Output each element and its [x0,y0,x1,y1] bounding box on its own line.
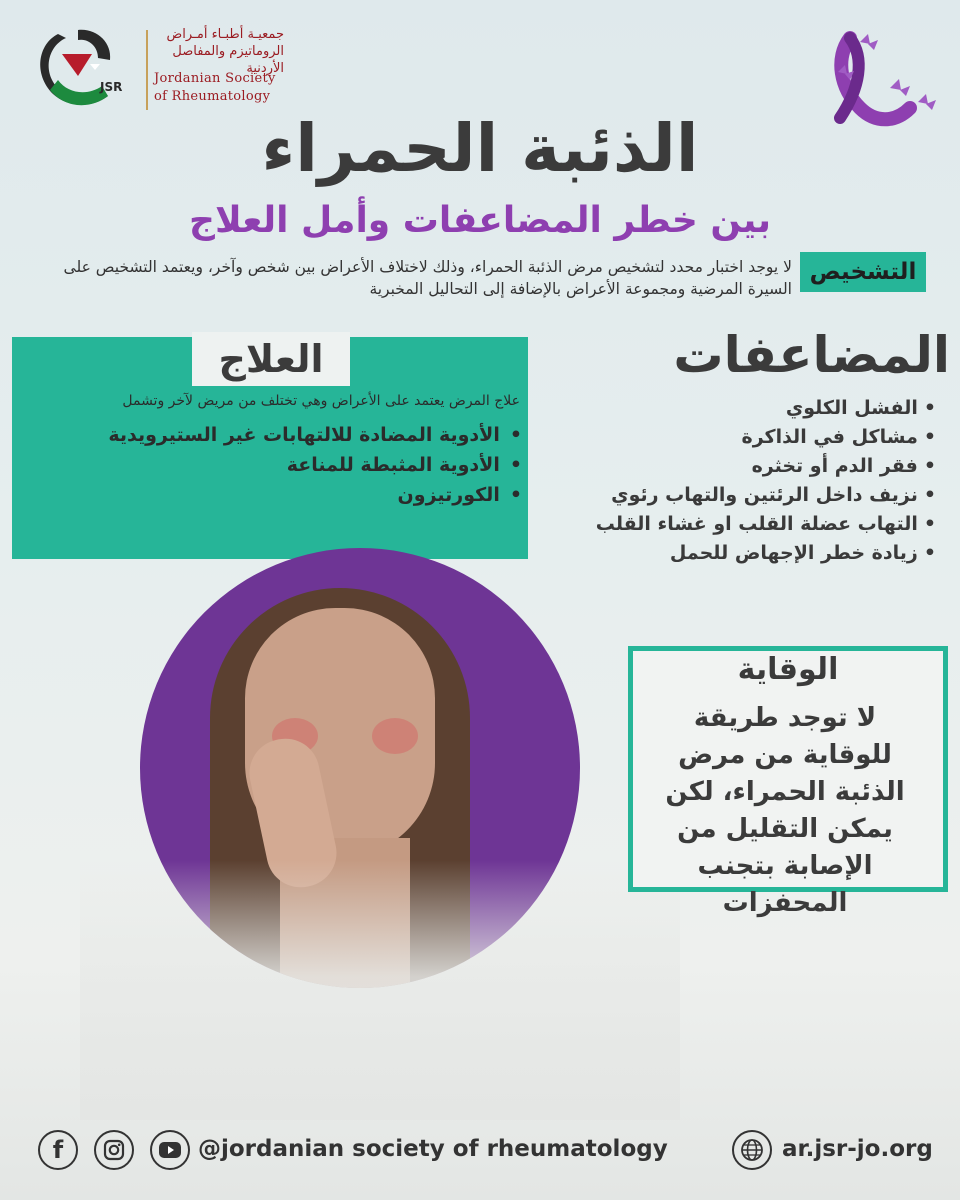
logo-arabic-line1: جمعيـة أطبـاء أمـراض [166,27,284,42]
social-handle[interactable]: @jordanian society of rheumatology [198,1136,668,1162]
facebook-icon[interactable]: f [38,1130,78,1170]
complication-item: • مشاكل في الذاكرة [560,423,936,452]
complication-item: • فقر الدم أو تخثره [560,452,936,481]
complications-list [560,394,936,568]
jsr-logo [28,24,284,114]
complication-item: • نزيف داخل الرئتين والتهاب رئوي [560,481,936,510]
photo-fade [80,860,680,1120]
prevention-text: لا توجد طريقة للوقاية من مرض الذئبة الحمراء، لكن يمكن التقليل من الإصابة بتجنب المحفزات [665,703,905,918]
diagnosis-label: التشخيص [800,252,926,292]
youtube-icon[interactable] [150,1130,190,1170]
prevention-title: الوقاية [737,652,839,687]
complication-item: • الفشل الكلوي [560,394,936,423]
logo-english-line2: of Rheumatology [154,89,271,104]
treatment-title: العلاج [218,337,324,381]
globe-icon [732,1130,772,1170]
complication-item: • زيادة خطر الإجهاض للحمل [560,539,936,568]
treatment-list [40,420,522,510]
treatment-item: • الأدوية المثبطة للمناعة [40,450,522,480]
globe-glyph [740,1138,764,1162]
page-title: الذئبة الحمراء [261,110,699,187]
complication-item: • التهاب عضلة القلب او غشاء القلب [560,510,936,539]
logo-english-name [154,70,304,106]
instagram-icon[interactable] [94,1130,134,1170]
website-link[interactable]: ar.jsr-jo.org [782,1136,933,1162]
jsr-logo-mark [28,24,128,114]
logo-divider [146,30,148,110]
treatment-intro: علاج المرض يعتمد على الأعراض وهي تختلف من مريض لآخر وتشمل [122,393,520,409]
logo-english-line1: Jordanian Society [154,71,276,86]
instagram-glyph [103,1139,125,1161]
logo-arabic-line2: الروماتيزم والمفاصل الأردنية [172,44,284,76]
photo-rash-right [372,718,418,754]
complications-title: المضاعفات [673,326,950,384]
youtube-glyph [158,1141,182,1159]
jsr-abbr: JSR [100,80,123,94]
treatment-item: • الأدوية المضادة للالتهابات غير الستيرويدية [40,420,522,450]
diagnosis-text: لا يوجد اختبار محدد لتشخيص مرض الذئبة الحمراء، وذلك لاختلاف الأعراض بين شخص وآخر، ويعتمد التشخيص على السيرة المرضية ومجموعة الأعراض بالإضافة إلى التحاليل المخبرية [63,258,792,298]
page-subtitle: بين خطر المضاعفات وأمل العلاج [189,200,771,241]
treatment-item: • الكورتيزون [40,480,522,510]
